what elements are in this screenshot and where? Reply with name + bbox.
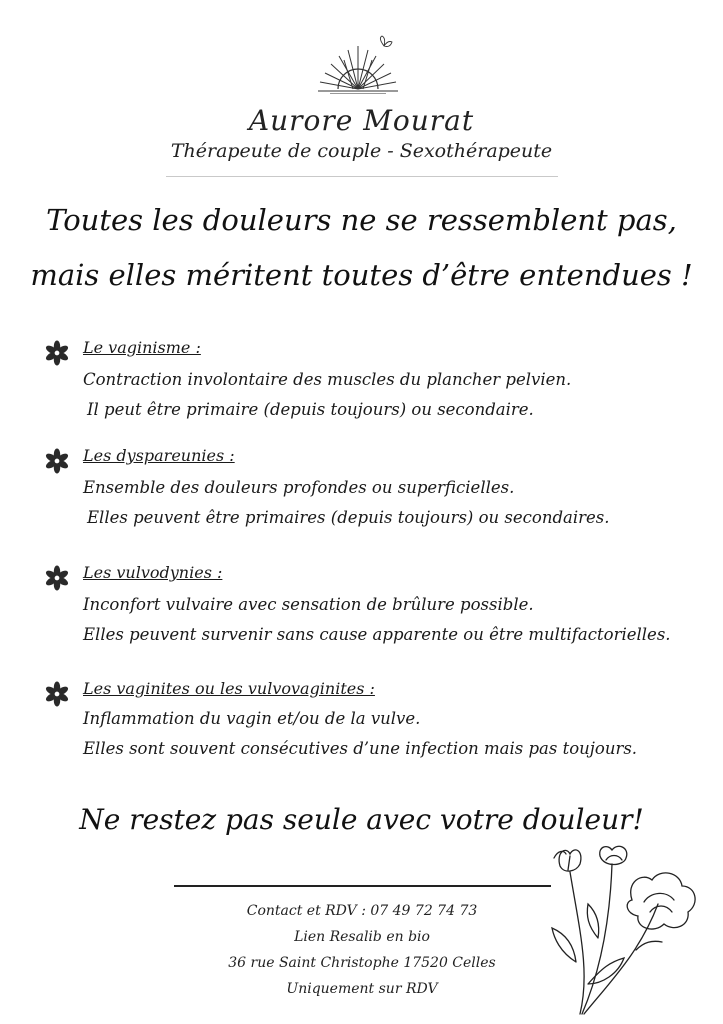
contact-phone: Contact et RDV : 07 49 72 74 73 — [246, 903, 478, 919]
condition-term: Les vaginites ou les vulvovaginites : — [83, 679, 375, 698]
condition-line: Inflammation du vagin et/ou de la vulve. — [83, 709, 421, 728]
condition-line: Inconfort vulvaire avec sensation de brûlure possible. — [83, 595, 534, 614]
condition-line: Ensemble des douleurs profondes ou superficielles. — [83, 478, 515, 497]
wildflowers-illustration-icon — [540, 842, 705, 1017]
sunrise-butterfly-icon — [308, 34, 408, 94]
contact-appointment-note: Uniquement sur RDV — [286, 981, 438, 997]
headline-line-2: mais elles méritent toutes d’être entendues ! — [30, 258, 693, 292]
condition-line: Elles sont souvent consécutives d’une infection mais pas toujours. — [83, 739, 638, 758]
condition-line: Elles peuvent survenir sans cause apparente ou être multifactorielles. — [83, 625, 671, 644]
therapist-name: Aurore Mourat — [248, 104, 475, 137]
headline-line-1: Toutes les douleurs ne se ressemblent pas, — [46, 203, 677, 237]
flower-bullet-icon — [44, 565, 70, 591]
condition-line: Il peut être primaire (depuis toujours) ou secondaire. — [87, 400, 534, 419]
condition-term: Les vulvodynies : — [83, 563, 223, 582]
condition-line: Contraction involontaire des muscles du plancher pelvien. — [83, 370, 572, 389]
therapist-title: Thérapeute de couple - Sexothérapeute — [170, 140, 553, 162]
flower-bullet-icon — [44, 340, 70, 366]
contact-bio-link: Lien Resalib en bio — [294, 929, 430, 945]
condition-term: Les dyspareunies : — [83, 446, 235, 465]
flower-bullet-icon — [44, 681, 70, 707]
condition-line: Elles peuvent être primaires (depuis toujours) ou secondaires. — [87, 508, 610, 527]
footer-divider — [174, 885, 551, 887]
header-divider — [166, 176, 558, 177]
condition-term: Le vaginisme : — [83, 338, 201, 357]
flower-bullet-icon — [44, 448, 70, 474]
call-to-action: Ne restez pas seule avec votre douleur! — [79, 803, 644, 836]
contact-address: 36 rue Saint Christophe 17520 Celles — [228, 955, 496, 971]
